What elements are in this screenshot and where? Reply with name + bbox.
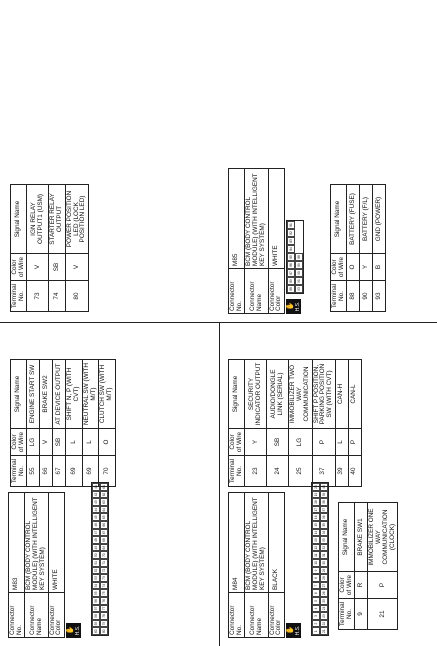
- connector-name-label: Connector Name: [245, 593, 268, 638]
- signal-name-cell: IMMOBILIZER ONE WAY COMMUNICATION (CLOCK): [368, 503, 398, 572]
- connector-name-label: Connector Name: [245, 269, 268, 314]
- pin-cell: 22: [320, 620, 328, 628]
- pin-cell: 19: [312, 491, 320, 499]
- pin-cell: 53: [92, 574, 100, 582]
- wire-color-cell: V: [40, 429, 53, 456]
- signal-name-header: Signal Name: [339, 503, 355, 572]
- pin-cell: 40: [320, 483, 328, 491]
- pin-cell: 57: [92, 605, 100, 613]
- terminal-cell: 21: [368, 599, 398, 630]
- signal-name-cell: IGN RELAY OUTPUT1 (USM): [27, 185, 49, 254]
- pin-layout-m84: [311, 482, 329, 636]
- color-of-wire-header: Color of Wire: [11, 254, 27, 281]
- connector-info-m84: [228, 492, 285, 638]
- signal-name-header: Signal Name: [11, 185, 27, 254]
- pin-cell: 73: [100, 574, 108, 582]
- connector-info-m83: [8, 492, 65, 638]
- pin-cell: 42: [92, 491, 100, 499]
- connector-name-value: BCM (BODY CONTROL MODULE) (WITH INTELLIGENT KEY SYSTEM): [245, 169, 268, 269]
- pin-cell: 65: [100, 514, 108, 522]
- connector-color-label: Connector Color: [268, 593, 284, 638]
- terminal-cell: 23: [245, 456, 267, 487]
- pin-cell: 18: [312, 498, 320, 506]
- pin-cell: 78: [100, 612, 108, 620]
- signal-name-cell: AT DEVICE OUTPUT: [53, 360, 66, 429]
- wire-color-cell: B: [373, 254, 386, 281]
- signal-name-cell: STARTER RELAY OUTPUT: [49, 185, 65, 254]
- connector-name-value: BCM (BODY CONTROL MODULE) (WITH INTELLIGENT KEY SYSTEM): [245, 493, 268, 593]
- connector-no-value: M83: [9, 493, 25, 593]
- wire-color-cell: L: [66, 429, 82, 456]
- signal-name-cell: SHIFT N, P (WITH CVT): [66, 360, 82, 429]
- table-row: [335, 360, 348, 487]
- pin-cell: 64: [100, 506, 108, 514]
- table-row: [27, 360, 40, 487]
- pin-cell: 51: [92, 559, 100, 567]
- pin-cell: 80: [100, 627, 108, 635]
- terminal-no-header: Terminal No.: [11, 281, 27, 312]
- table-row: [360, 185, 373, 312]
- pin-cell: 36: [320, 514, 328, 522]
- pin-cell: 26: [320, 589, 328, 597]
- table-row: [65, 185, 88, 312]
- terminal-cell: 69: [66, 456, 82, 487]
- table-row: [27, 185, 49, 312]
- terminal-cell: 93: [373, 281, 386, 312]
- pin-cell: 29: [320, 567, 328, 575]
- wire-color-cell: Y: [245, 429, 267, 456]
- connector-color-value: WHITE: [268, 169, 284, 269]
- signal-name-cell: SECURITY INDICATOR OUTPUT: [245, 360, 267, 429]
- pin-cell: 74: [100, 582, 108, 590]
- pin-cell: 90: [295, 269, 303, 277]
- pin-cell: 62: [100, 491, 108, 499]
- pin-cell: 4: [312, 605, 320, 613]
- pin-cell: 66: [100, 521, 108, 529]
- signal-name-cell: GND (POWER): [373, 185, 386, 254]
- pin-cell: 50: [92, 551, 100, 559]
- pin-cell: 52: [92, 567, 100, 575]
- terminal-cell: 88: [347, 281, 360, 312]
- connector-no-label: Connector No.: [229, 593, 245, 638]
- signal-table-m84-a: [338, 502, 398, 630]
- signal-name-cell: BRAKE SW1: [355, 503, 368, 572]
- signal-name-cell: BRAKE SW2: [40, 360, 53, 429]
- hs-label: H.S.: [295, 301, 301, 312]
- pin-cell: 72: [100, 567, 108, 575]
- pin-cell: 89: [287, 277, 295, 285]
- signal-name-cell: AUDIO/DONGLE LINK (SERIAL): [267, 360, 289, 429]
- terminal-no-header: Terminal No.: [229, 456, 245, 487]
- wire-color-cell: SB: [267, 429, 289, 456]
- pin-cell: 88: [295, 253, 303, 261]
- pin-cell: 70: [100, 551, 108, 559]
- hand-side-icon: ✋ H.S.: [286, 623, 301, 638]
- pin-cell: 68: [100, 536, 108, 544]
- terminal-cell: 70: [99, 456, 115, 487]
- color-of-wire-header: Color of Wire: [339, 572, 355, 599]
- wire-color-cell: V: [27, 254, 49, 281]
- pin-cell: 20: [312, 483, 320, 491]
- wire-color-cell: P: [312, 429, 335, 456]
- pin-row: [295, 221, 303, 293]
- signal-name-cell: BATTERY (F/L): [360, 185, 373, 254]
- signal-table-m83-b: [10, 184, 89, 312]
- wire-color-cell: L: [335, 429, 348, 456]
- wire-color-cell: LG: [27, 429, 40, 456]
- signal-name-header: Signal Name: [229, 360, 245, 429]
- signal-name-cell: IMMOBILIZER TWO WAY COMMUNICATION: [289, 360, 312, 429]
- pin-layout-m85: [286, 220, 304, 294]
- table-row: [355, 503, 368, 630]
- pin-cell: 28: [320, 574, 328, 582]
- pin-cell: 17: [312, 506, 320, 514]
- wire-color-cell: P: [348, 429, 361, 456]
- pin-cell: 23: [320, 612, 328, 620]
- pin-cell: 76: [100, 597, 108, 605]
- pin-cell: 13: [312, 536, 320, 544]
- hand-side-icon: ✋ H.S.: [66, 623, 81, 638]
- pin-cell: 85: [287, 253, 295, 261]
- wire-color-cell: O: [99, 429, 115, 456]
- pin-cell: 77: [100, 605, 108, 613]
- hs-label: H.S.: [75, 625, 81, 636]
- terminal-cell: 80: [65, 281, 88, 312]
- pin-cell: 47: [92, 529, 100, 537]
- signal-name-header: Signal Name: [11, 360, 27, 429]
- table-row: [373, 185, 386, 312]
- signal-table-m84-b: [228, 359, 362, 487]
- connector-no-value: M85: [229, 169, 245, 269]
- table-row: [312, 360, 335, 487]
- pin-cell: 71: [100, 559, 108, 567]
- pin-cell: 91: [295, 277, 303, 285]
- pin-cell: 88: [287, 285, 295, 293]
- pin-cell: 8: [312, 574, 320, 582]
- terminal-no-header: Terminal No.: [331, 281, 347, 312]
- pin-cell: 1: [312, 627, 320, 635]
- color-of-wire-header: Color of Wire: [331, 254, 347, 281]
- table-row: [267, 360, 289, 487]
- signal-name-cell: SHIFT P POSITION, PARKING POSITION SW (WITH CVT): [312, 360, 335, 429]
- pin-cell: 10: [312, 559, 320, 567]
- signal-name-cell: BATTERY (FUSE): [347, 185, 360, 254]
- pin-cell: 34: [320, 529, 328, 537]
- table-row: [368, 503, 398, 630]
- wire-color-cell: SB: [53, 429, 66, 456]
- pin-cell: 60: [92, 627, 100, 635]
- signal-name-cell: CAN-H: [335, 360, 348, 429]
- connector-name-value: BCM (BODY CONTROL MODULE) (WITH INTELLIGENT KEY SYSTEM): [25, 493, 48, 593]
- wire-color-cell: LG: [289, 429, 312, 456]
- table-row: [49, 185, 65, 312]
- wire-color-cell: P: [368, 572, 398, 599]
- pin-cell: 35: [320, 521, 328, 529]
- wire-color-cell: O: [347, 254, 360, 281]
- signal-name-cell: ENGINE START SW: [27, 360, 40, 429]
- pin-cell: 32: [320, 544, 328, 552]
- pin-layout-m83: [91, 482, 109, 636]
- signal-name-cell: NEUTRAL SW (WITH M/T): [82, 360, 98, 429]
- terminal-cell: 66: [40, 456, 53, 487]
- hs-label: H.S.: [295, 625, 301, 636]
- pin-cell: 33: [320, 536, 328, 544]
- pin-cell: 55: [92, 589, 100, 597]
- pin-cell: 16: [312, 514, 320, 522]
- pin-cell: 3: [312, 612, 320, 620]
- pin-cell: 5: [312, 597, 320, 605]
- wire-color-cell: R: [355, 572, 368, 599]
- pin-cell: 45: [92, 514, 100, 522]
- pin-cell: 56: [92, 597, 100, 605]
- wire-color-cell: Y: [360, 254, 373, 281]
- pin-cell: 86: [287, 261, 295, 269]
- pin-cell: 39: [320, 491, 328, 499]
- table-row: [99, 360, 115, 487]
- terminal-cell: 90: [360, 281, 373, 312]
- pin-cell: 7: [312, 582, 320, 590]
- terminal-cell: 73: [27, 281, 49, 312]
- table-row: [53, 360, 66, 487]
- color-of-wire-header: Color of Wire: [11, 429, 27, 456]
- pin-cell: 21: [320, 627, 328, 635]
- terminal-no-header: Terminal No.: [339, 599, 355, 630]
- pin-cell: 15: [312, 521, 320, 529]
- pin-cell: 75: [100, 589, 108, 597]
- pin-row: [312, 483, 320, 635]
- connector-color-label: Connector Color: [48, 593, 64, 638]
- wire-color-cell: SB: [49, 254, 65, 281]
- connector-color-value: BLACK: [268, 493, 284, 593]
- pin-cell: 59: [92, 620, 100, 628]
- pin-cell: 25: [320, 597, 328, 605]
- signal-name-cell: CLUTCH SW (WITH M/T): [99, 360, 115, 429]
- pin-cell: 11: [312, 551, 320, 559]
- terminal-no-header: Terminal No.: [11, 456, 27, 487]
- pin-cell: 46: [92, 521, 100, 529]
- pin-cell: 63: [100, 498, 108, 506]
- terminal-cell: 24: [267, 456, 289, 487]
- pin-cell: 61: [100, 483, 108, 491]
- signal-table-m83-a: [10, 359, 116, 487]
- pin-cell: 84: [287, 245, 295, 253]
- signal-name-header: Signal Name: [331, 185, 347, 254]
- terminal-cell: 39: [335, 456, 348, 487]
- pin-cell: 9: [312, 567, 320, 575]
- pin-cell: 41: [92, 483, 100, 491]
- pin-cell: 30: [320, 559, 328, 567]
- pin-cell: 58: [92, 612, 100, 620]
- row-divider: [219, 323, 220, 646]
- terminal-cell: 55: [27, 456, 40, 487]
- pin-cell: 27: [320, 582, 328, 590]
- connector-color-label: Connector Color: [268, 269, 284, 314]
- pin-cell: 89: [295, 261, 303, 269]
- pin-cell: 38: [320, 498, 328, 506]
- pin-cell: 24: [320, 605, 328, 613]
- connector-color-value: WHITE: [48, 493, 64, 593]
- table-row: [40, 360, 53, 487]
- pin-cell: 82: [287, 229, 295, 237]
- hand-side-icon: ✋ H.S.: [286, 299, 301, 314]
- pin-cell: 87: [287, 269, 295, 277]
- wire-color-cell: L: [82, 429, 98, 456]
- pin-cell: 2: [312, 620, 320, 628]
- pin-cell: 14: [312, 529, 320, 537]
- connector-name-label: Connector Name: [25, 593, 48, 638]
- table-row: [66, 360, 82, 487]
- terminal-cell: 37: [312, 456, 335, 487]
- connector-no-label: Connector No.: [229, 269, 245, 314]
- pin-cell: 69: [100, 544, 108, 552]
- table-row: [289, 360, 312, 487]
- wire-color-cell: V: [65, 254, 88, 281]
- pin-cell: 54: [92, 582, 100, 590]
- terminal-cell: 67: [53, 456, 66, 487]
- connector-no-value: M84: [229, 493, 245, 593]
- pin-cell: 43: [92, 498, 100, 506]
- pin-cell: 48: [92, 536, 100, 544]
- table-row: [82, 360, 98, 487]
- pin-row: [100, 483, 108, 635]
- color-of-wire-header: Color of Wire: [229, 429, 245, 456]
- pin-cell: 31: [320, 551, 328, 559]
- pin-cell: 93: [295, 285, 303, 293]
- signal-name-cell: CAN-L: [348, 360, 361, 429]
- connector-no-label: Connector No.: [9, 593, 25, 638]
- pin-cell: 79: [100, 620, 108, 628]
- pin-row: [320, 483, 328, 635]
- pin-cell: 83: [287, 237, 295, 245]
- terminal-cell: 9: [355, 599, 368, 630]
- connector-info-m85: [228, 168, 285, 314]
- pin-cell: 67: [100, 529, 108, 537]
- pin-row: [287, 221, 295, 293]
- table-row: [347, 185, 360, 312]
- pin-cell: 49: [92, 544, 100, 552]
- terminal-cell: 69: [82, 456, 98, 487]
- terminal-cell: 40: [348, 456, 361, 487]
- terminal-cell: 74: [49, 281, 65, 312]
- table-row: [348, 360, 361, 487]
- pin-cell: 81: [287, 221, 295, 229]
- signal-table-m85: [330, 184, 386, 312]
- pin-cell: 44: [92, 506, 100, 514]
- pin-cell: 6: [312, 589, 320, 597]
- table-row: [245, 360, 267, 487]
- pin-cell: 37: [320, 506, 328, 514]
- pin-cell: 12: [312, 544, 320, 552]
- terminal-cell: 25: [289, 456, 312, 487]
- pin-row: [92, 483, 100, 635]
- signal-name-cell: POWER POSITION LED (LOCK POSITION LED): [65, 185, 88, 254]
